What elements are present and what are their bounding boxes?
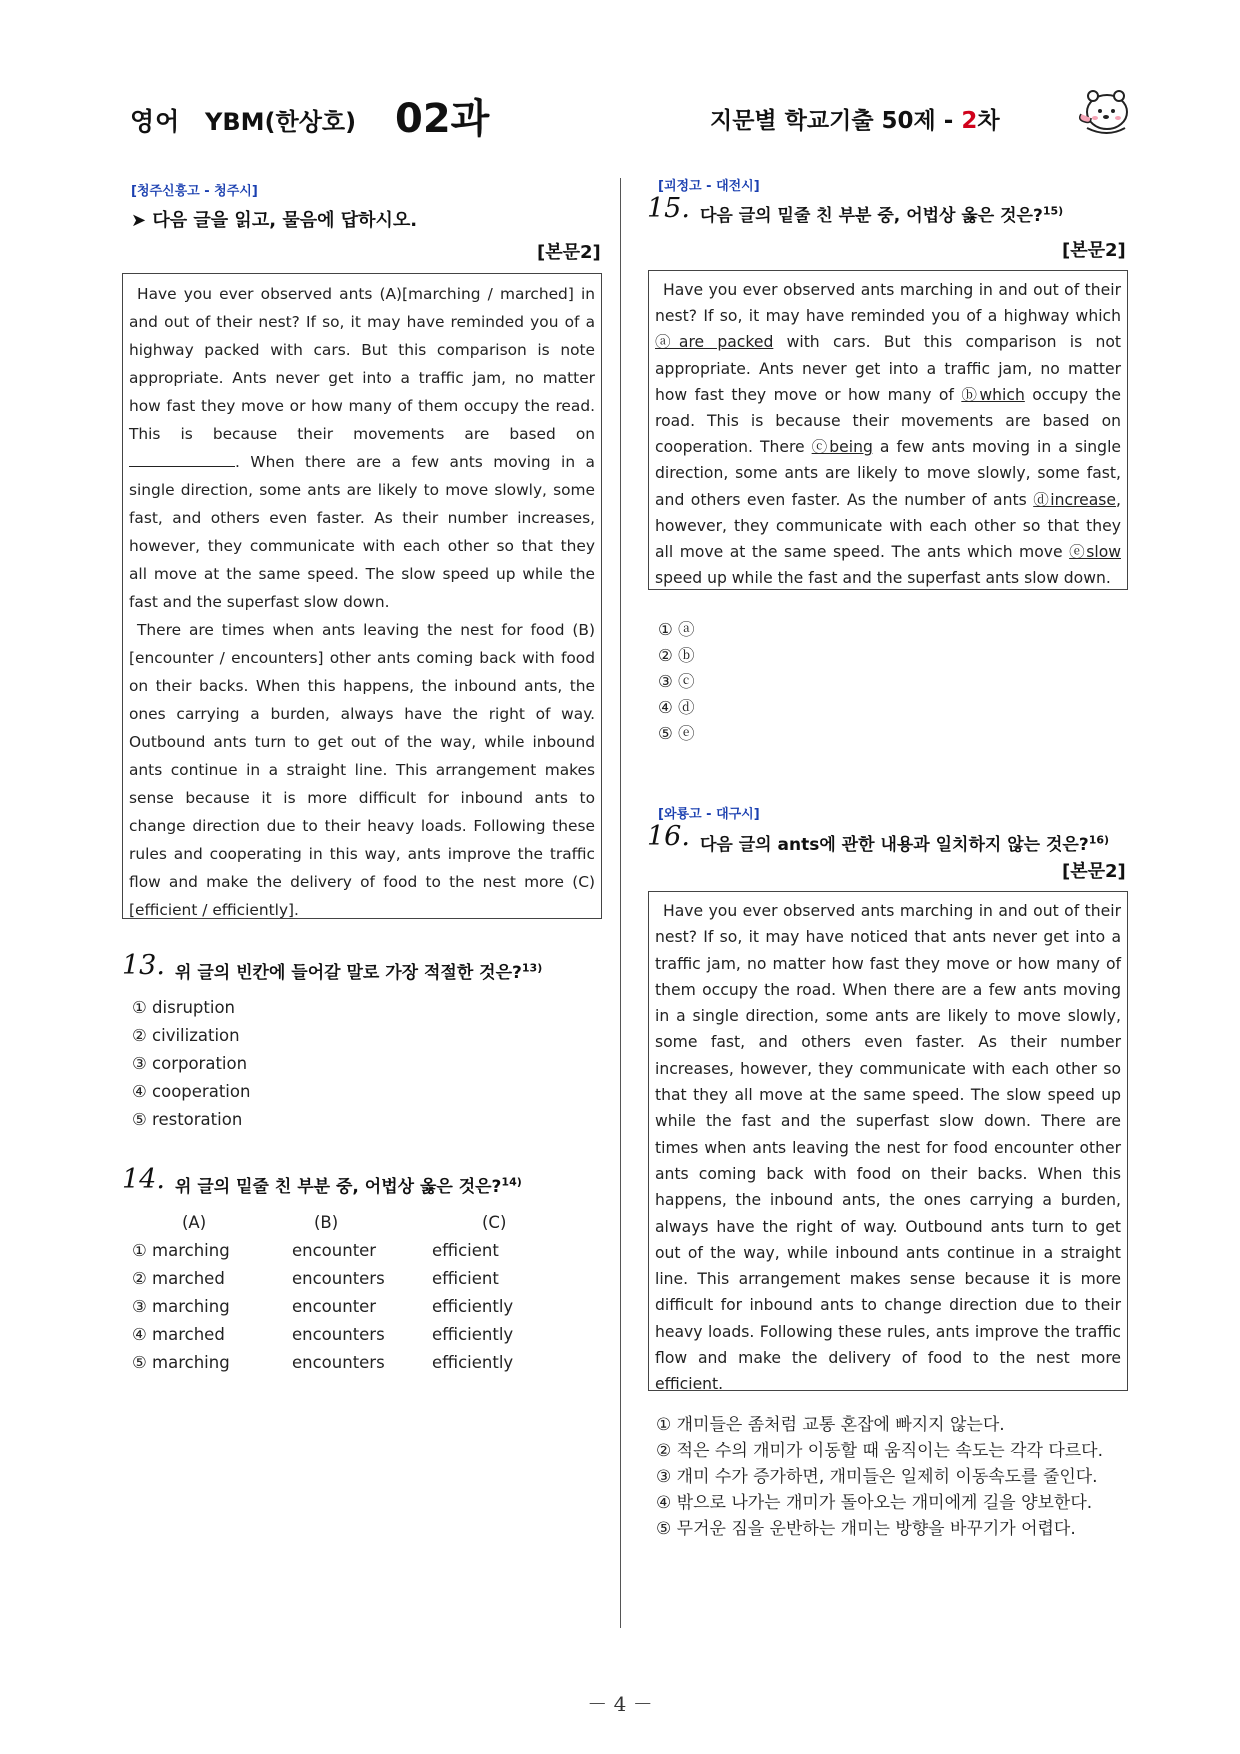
source-left: [청주신흥고 - 청주시]	[131, 184, 258, 199]
underline-c: ⓒbeing	[811, 438, 873, 457]
passage-q15	[648, 270, 1128, 590]
table-row[interactable]	[132, 1265, 592, 1293]
question-13-number: 13.	[122, 950, 165, 981]
passage-left	[122, 273, 602, 919]
source-q16: [와룡고 - 대구시]	[658, 807, 760, 822]
question-14-number: 14.	[122, 1164, 165, 1195]
passage-tag-q15: [본문2]	[1062, 240, 1126, 261]
cell-a: ⑤ marching	[132, 1353, 230, 1372]
passage-q16-text: Have you ever observed ants marching in and out of their nest? If so, it may have noticed that ants never get into a traffic jam, no matter how fast they move or how many of them occupy the road. When there are a few ants moving in a single direction, some ants are likely to move slowly, some fast, and others even faster. As their number increases, however, they communicate with each other so that they all move at the same speed. The slow speed up while the fast and the superfast slow down. There are times when ants leaving the nest for food encounter other ants coming back with food on their backs. When this happens, the inbound ants, the ones carrying a burden, always have the right of way. Outbound ants turn to get out of the way, while inbound ants continue in a straight line. This arrangement makes sense because it is more difficult for inbound ants to change direction due to their heavy loads. Following these rules, ants improve the traffic flow and make the delivery of food to the nest more efficient.	[655, 902, 1121, 1394]
column-divider	[620, 178, 621, 1628]
passage-tag-left: [본문2]	[537, 242, 601, 263]
passage-q15-seg: , however, they communicate with each other so that they all move at the same speed. The ants which move	[655, 490, 1121, 562]
option[interactable]: ⑤ 무거운 짐을 운반하는 개미는 방향을 바꾸기가 어렵다.	[656, 1519, 1076, 1539]
source-q15: [괴정고 - 대전시]	[658, 179, 760, 194]
answer-blank	[129, 452, 235, 467]
cell-c: efficiently	[432, 1325, 514, 1344]
question-16-text-body: 다음 글의 ants에 관한 내용과 일치하지 않는 것은?	[700, 835, 1089, 855]
option[interactable]: ① ⓐ	[658, 620, 695, 639]
passage-left-p1-a: Have you ever observed ants (A)[marching / marched] in and out of their nest? If so, it may have reminded you of a highway packed with cars. But this comparison is note appropriate. Ants never get into a traffic jam, no matter how fast they move or how many of them occupy the read. This is because their movements are based on	[129, 285, 595, 443]
table-row[interactable]	[132, 1321, 592, 1349]
cell-b: encounter	[292, 1297, 377, 1316]
round-suffix: 차	[977, 108, 1000, 134]
passage-q15-text	[655, 277, 1121, 591]
passage-q15-seg: Have you ever observed ants marching in and out of their nest? If so, it may have reminded you of a highway which	[655, 281, 1121, 326]
subject-label: 영어	[130, 107, 181, 136]
publisher-label: YBM(한상호)	[205, 108, 357, 136]
underline-e: ⓔslow	[1069, 543, 1121, 562]
question-13-ref: 13)	[521, 961, 543, 975]
cell-c: efficient	[432, 1241, 499, 1260]
question-14-ref: 14)	[501, 1175, 522, 1189]
question-15-text-body: 다음 글의 밑줄 친 부분 중, 어법상 옳은 것은?	[700, 206, 1043, 226]
option[interactable]: ⑤ restoration	[132, 1110, 243, 1129]
cell-a: ② marched	[132, 1269, 225, 1288]
passage-left-p1	[129, 280, 595, 616]
passage-left-p1-b: . When there are a few ants moving in a single direction, some ants are likely to move slowly, some fast, and others even faster. As their number increases, however, they communicate with each other so that they all move at the same speed. The slow speed up while the fast and the superfast slow down.	[129, 453, 595, 611]
page-header	[130, 84, 1130, 144]
passage-left-p2: There are times when ants leaving the nest for food (B)[encounter / encounters] other ants coming back with food on their backs. When this happens, the inbound ants, the ones carrying a burden, always have the right of way. Outbound ants turn to get out of the way, while inbound ants continue in a straight line. This arrangement makes sense because it is more difficult for inbound ants to change direction due to their heavy loads. Following these rules and cooperating in this way, ants improve the traffic flow and make the delivery of food to the nest more (C)[efficient / efficiently].	[129, 621, 595, 919]
passage-q16	[648, 891, 1128, 1394]
instruction: ➤ 다음 글을 읽고, 물음에 답하시오.	[131, 210, 418, 231]
table-row[interactable]	[132, 1237, 592, 1265]
passage-q15-seg: speed up while the fast and the superfast ants slow down.	[655, 569, 1111, 588]
worksheet-title	[710, 102, 1000, 135]
cell-a: ④ marched	[132, 1325, 225, 1344]
column-header-c: (C)	[482, 1213, 507, 1232]
option[interactable]: ④ cooperation	[132, 1082, 251, 1101]
question-16-options	[656, 1412, 1126, 1542]
question-13-options	[132, 994, 250, 1134]
underline-b: ⓑwhich	[961, 385, 1025, 404]
option[interactable]: ⑤ ⓔ	[658, 724, 695, 743]
option[interactable]: ④ 밖으로 나가는 개미가 돌아오는 개미에게 길을 양보한다.	[656, 1493, 1093, 1513]
cell-c: efficient	[432, 1269, 499, 1288]
passage-q15-seg: occupy the road. This is because their movements are based on cooperation. There	[655, 385, 1121, 457]
question-14-text	[175, 1172, 522, 1197]
underline-d: ⓓincrease	[1033, 490, 1117, 509]
option[interactable]: ② ⓑ	[658, 646, 695, 665]
cell-b: encounters	[292, 1269, 385, 1288]
cell-a: ① marching	[132, 1241, 230, 1260]
option[interactable]: ② 적은 수의 개미가 이동할 때 움직이는 속도는 각각 다르다.	[656, 1441, 1103, 1461]
question-16-ref: 16)	[1088, 833, 1110, 847]
question-15-options	[658, 617, 695, 747]
option[interactable]: ② civilization	[132, 1026, 240, 1045]
option[interactable]: ③ corporation	[132, 1054, 248, 1073]
option[interactable]: ③ ⓒ	[658, 672, 695, 691]
question-16-number: 16.	[647, 821, 690, 852]
question-15-ref: 15)	[1042, 204, 1064, 218]
question-14-table	[132, 1209, 592, 1377]
bear-mascot-icon	[1075, 84, 1133, 136]
passage-q15-seg: a few ants moving in a single direction, some ants are likely to move slowly, some fast, and others even faster. As the number of ants	[655, 438, 1121, 509]
option[interactable]: ③ 개미 수가 증가하면, 개미들은 일제히 이동속도를 줄인다.	[656, 1467, 1098, 1487]
lesson-label: 02과	[395, 96, 490, 142]
question-14-text-body: 위 글의 밑줄 친 부분 중, 어법상 옳은 것은?	[175, 1177, 502, 1197]
passage-tag-q16: [본문2]	[1062, 861, 1126, 882]
cell-c: efficiently	[432, 1353, 514, 1372]
option[interactable]: ① disruption	[132, 998, 236, 1017]
round-number: 2	[961, 108, 978, 134]
option[interactable]: ④ ⓓ	[658, 698, 695, 717]
cell-c: efficiently	[432, 1297, 514, 1316]
worksheet-title-prefix: 지문별 학교기출 50제 -	[710, 108, 954, 134]
table-header-row	[132, 1209, 592, 1237]
question-15-text	[700, 201, 1063, 226]
table-row[interactable]	[132, 1349, 592, 1377]
question-16-text	[700, 830, 1109, 855]
column-header-b: (B)	[314, 1213, 339, 1232]
cell-b: encounter	[292, 1241, 377, 1260]
cell-b: encounters	[292, 1325, 385, 1344]
cell-a: ③ marching	[132, 1297, 230, 1316]
option[interactable]: ① 개미들은 좀처럼 교통 혼잡에 빠지지 않는다.	[656, 1415, 1005, 1435]
question-13-text-body: 위 글의 빈칸에 들어갈 말로 가장 적절한 것은?	[175, 963, 522, 983]
page-number: － 4 －	[587, 1692, 653, 1716]
question-13-text	[175, 958, 542, 983]
passage-q15-seg: with cars. But this comparison is not appropriate. Ants never get into a traffic jam, no matter how fast they move or how many of	[655, 333, 1121, 404]
underline-a: ⓐare packed	[655, 333, 774, 352]
question-15-number: 15.	[647, 193, 690, 224]
cell-b: encounters	[292, 1353, 385, 1372]
column-header-a: (A)	[182, 1213, 207, 1232]
table-row[interactable]	[132, 1293, 592, 1321]
